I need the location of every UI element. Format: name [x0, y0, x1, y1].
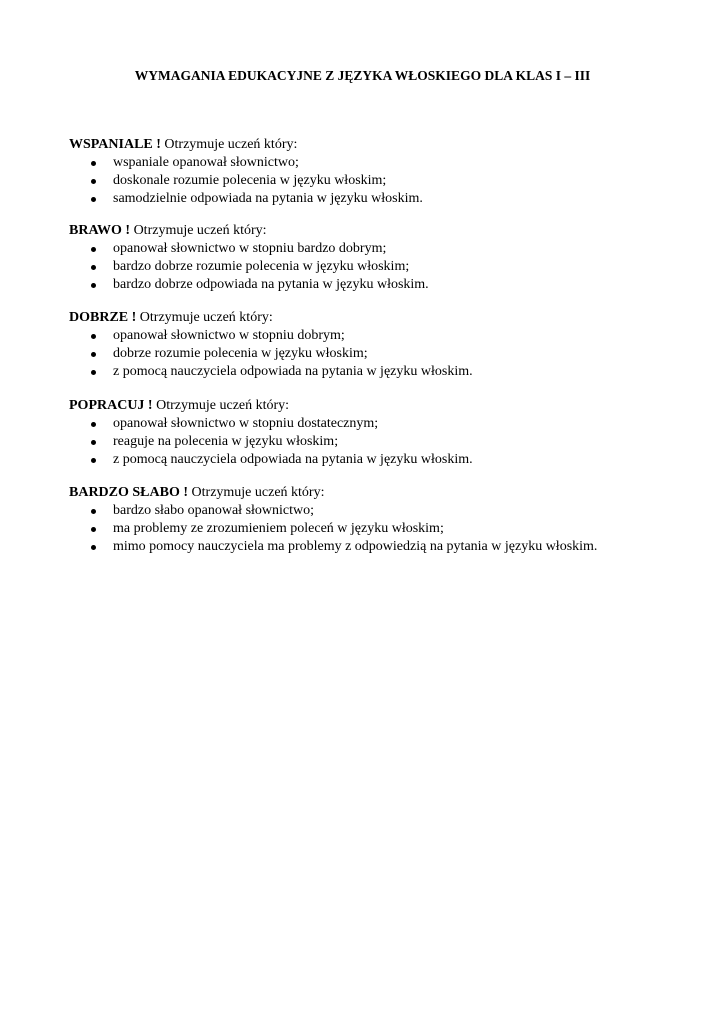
bullet-icon — [91, 265, 96, 270]
list-item-text: dobrze rozumie polecenia w języku włoskim; — [113, 346, 368, 361]
bullet-icon — [91, 179, 96, 184]
list-item — [69, 258, 689, 276]
section-intro: Otrzymuje uczeń który: — [160, 137, 298, 152]
bullet-icon — [91, 527, 96, 532]
requirements-list — [69, 154, 689, 208]
list-item — [69, 538, 689, 556]
list-item — [69, 520, 689, 538]
section-heading — [69, 309, 689, 327]
bullet-icon — [91, 197, 96, 202]
list-item-text: opanował słownictwo w stopniu dostatecznym; — [113, 416, 379, 431]
list-item — [69, 240, 689, 258]
list-item-text: doskonale rozumie polecenia w języku włoskim; — [113, 173, 387, 188]
bullet-icon — [91, 458, 96, 463]
bullet-icon — [91, 545, 96, 550]
requirements-list — [69, 327, 689, 381]
list-item-text: wspaniale opanował słownictwo; — [113, 155, 299, 170]
requirements-list — [69, 415, 689, 469]
list-item — [69, 345, 689, 363]
list-item-text: z pomocą nauczyciela odpowiada na pytania w języku włoskim. — [113, 364, 473, 379]
section-intro: Otrzymuje uczeń który: — [130, 223, 267, 238]
grade-label: POPRACUJ ! — [69, 398, 153, 413]
requirements-list — [69, 240, 689, 294]
list-item-text: mimo pomocy nauczyciela ma problemy z odpowiedzią na pytania w języku włoskim. — [113, 539, 598, 554]
bullet-icon — [91, 422, 96, 427]
section-intro: Otrzymuje uczeń który: — [136, 310, 273, 325]
list-item-text: opanował słownictwo w stopniu dobrym; — [113, 328, 345, 343]
bullet-icon — [91, 247, 96, 252]
bullet-icon — [91, 509, 96, 514]
list-item — [69, 433, 689, 451]
grade-section-wspaniale — [69, 136, 689, 208]
list-item — [69, 451, 689, 469]
list-item-text: bardzo słabo opanował słownictwo; — [113, 503, 315, 518]
list-item-text: reaguje na polecenia w języku włoskim; — [113, 434, 339, 449]
section-intro: Otrzymuje uczeń który: — [152, 398, 290, 413]
bullet-icon — [91, 352, 96, 357]
section-intro: Otrzymuje uczeń który: — [188, 485, 325, 500]
bullet-icon — [91, 370, 96, 375]
bullet-icon — [91, 161, 96, 166]
list-item-text: samodzielnie odpowiada na pytania w języku włoskim. — [113, 191, 423, 206]
document-title: WYMAGANIA EDUKACYJNE Z JĘZYKA WŁOSKIEGO DLA KLAS I – III — [134, 68, 591, 83]
grade-label: WSPANIALE ! — [69, 137, 161, 152]
list-item — [69, 363, 689, 381]
grade-section-bardzo-slabo — [69, 484, 689, 556]
list-item — [69, 190, 689, 208]
grade-label: DOBRZE ! — [69, 310, 137, 325]
list-item-text: opanował słownictwo w stopniu bardzo dobrym; — [113, 241, 387, 256]
section-heading — [69, 484, 689, 502]
list-item-text: z pomocą nauczyciela odpowiada na pytania w języku włoskim. — [113, 452, 473, 467]
list-item — [69, 327, 689, 345]
grade-label: BARDZO SŁABO ! — [69, 485, 189, 500]
grade-section-dobrze — [69, 309, 689, 381]
list-item — [69, 502, 689, 520]
grade-section-brawo — [69, 222, 689, 294]
section-heading — [69, 136, 689, 154]
list-item — [69, 154, 689, 172]
bullet-icon — [91, 440, 96, 445]
bullet-icon — [91, 334, 96, 339]
list-item — [69, 172, 689, 190]
grade-section-popracuj — [69, 397, 689, 469]
bullet-icon — [91, 283, 96, 288]
list-item — [69, 415, 689, 433]
list-item-text: bardzo dobrze odpowiada na pytania w języku włoskim. — [113, 277, 429, 292]
list-item — [69, 276, 689, 294]
list-item-text: bardzo dobrze rozumie polecenia w języku włoskim; — [113, 259, 410, 274]
grade-label: BRAWO ! — [69, 223, 131, 238]
list-item-text: ma problemy ze zrozumieniem poleceń w języku włoskim; — [113, 521, 444, 536]
requirements-list — [69, 502, 689, 556]
section-heading — [69, 222, 689, 240]
section-heading — [69, 397, 689, 415]
